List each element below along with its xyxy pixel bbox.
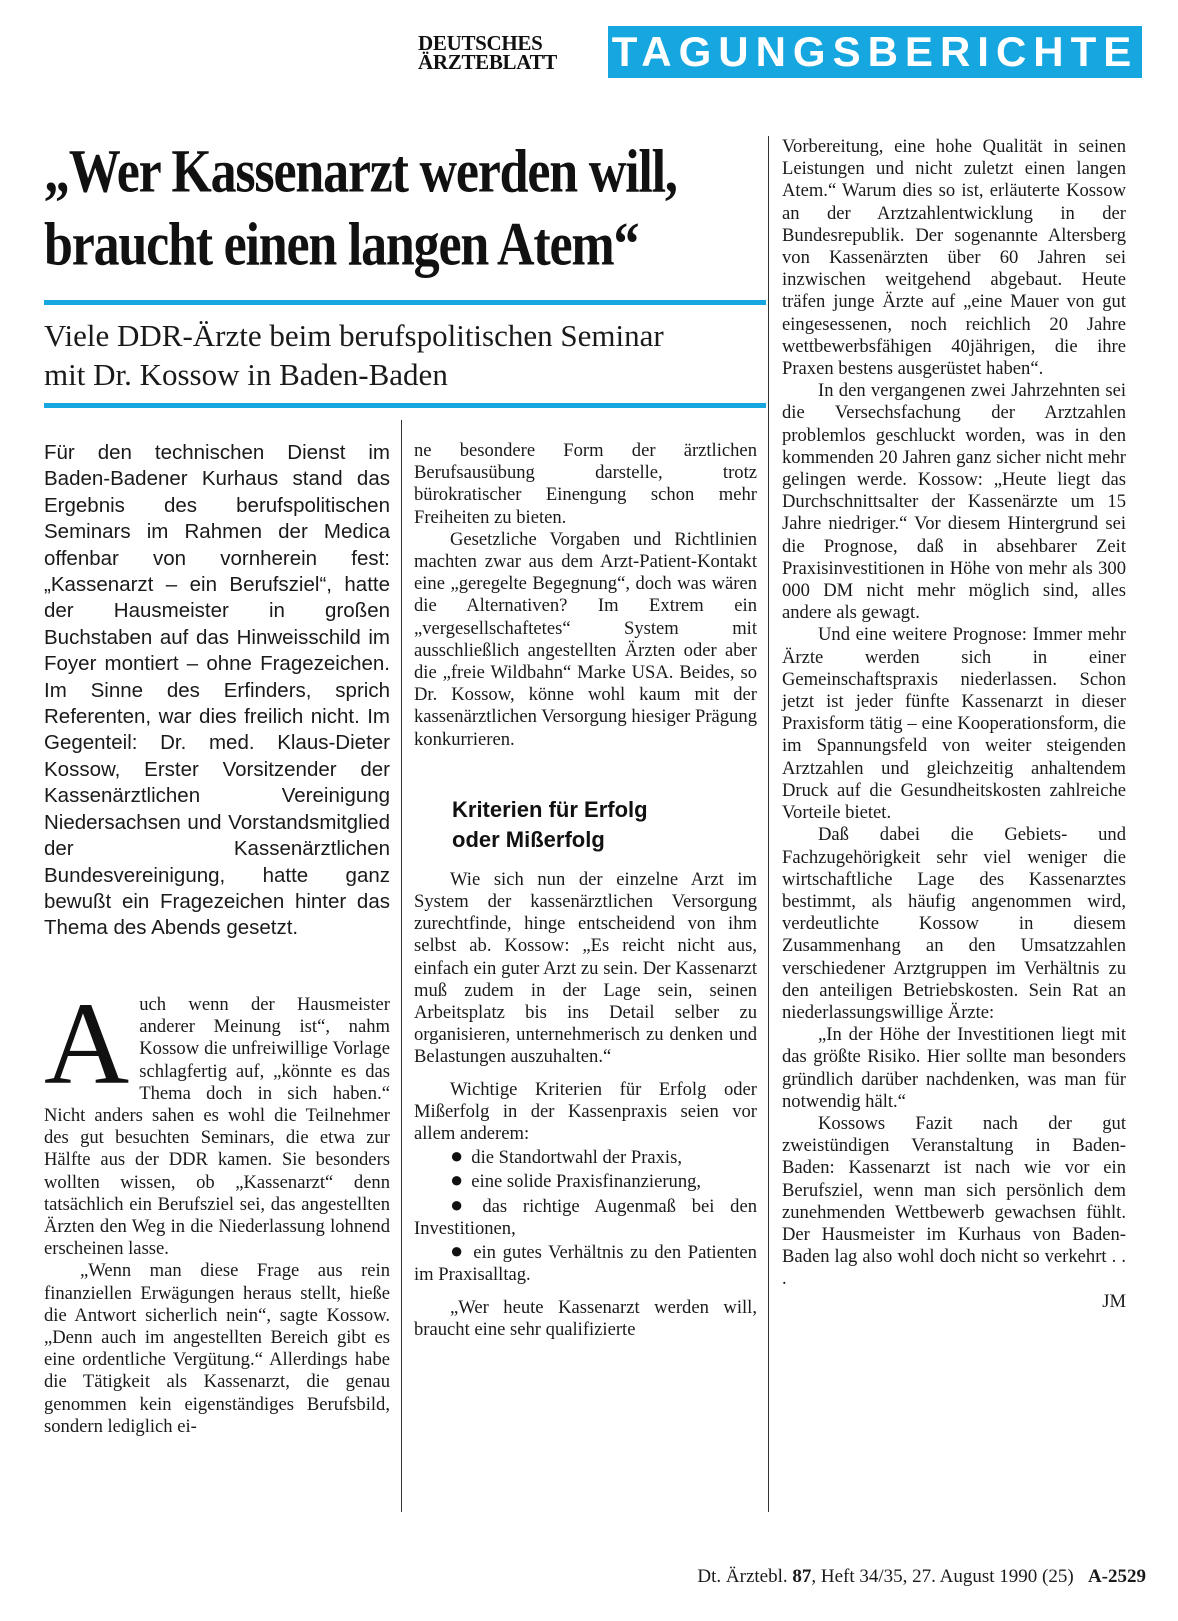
bullet-icon: ●: [450, 1238, 466, 1264]
paragraph: „Wenn man diese Frage aus rein finanziellen Erwägungen heraus stellt, hieße die Antwort sicherlich nein“, sagte Kossow. „Denn auch im angestellten Bereich gibt es eine ordentliche Vergütung.“ Allerdings habe die Tätigkeit als Kassenarzt, die genau genommen kein eigenständiges Berufsbild, sondern lediglich ei-: [44, 1260, 390, 1437]
bullet-icon: ●: [450, 1191, 475, 1217]
subheadline-line-2: mit Dr. Kossow in Baden-Baden: [44, 357, 448, 392]
bullet-item: [414, 1240, 757, 1286]
bullet-text: eine solide Praxisfinanzierung,: [471, 1171, 702, 1193]
paragraph: Daß dabei die Gebiets- und Fachzugehörigkeit sehr viel weniger die wirtschaftliche Lage des Kassenarztes bestimmt, als häufig angenommen wird, verdeutlichte Kossow in diesem Zusammenhang an den Umsatzzahlen verschiedener Arztgruppen im Verhältnis zu den anteiligen Betriebskosten. Sein Rat an niederlassungswillige Ärzte:: [782, 824, 1126, 1023]
paragraph: Wie sich nun der einzelne Arzt im System der kassenärztlichen Versorgung zurechtfinde, hinge entscheidend von ihm selbst ab. Kossow: „Es reicht nicht aus, einfach ein guter Arzt zu sein. Der Kassenarzt muß zudem in der Lage sein, seinen Arbeitsplatz bis ins Detail selber zu organisieren, unternehmerisch zu denken und Belastungen auszuhalten.“: [414, 868, 757, 1068]
bullet-item: [414, 1145, 757, 1169]
headline-divider-top: [44, 300, 766, 305]
subsection-heading: [452, 795, 757, 855]
bullet-icon: ●: [450, 1143, 464, 1169]
column-divider-1: [401, 420, 402, 1512]
drop-cap: A: [44, 978, 130, 1109]
column-1-body: [44, 978, 390, 1438]
bullet-text: das richtige Augenmaß bei den Investitionen,: [414, 1195, 757, 1239]
paragraph: [44, 978, 390, 1260]
subheadline-line-1: Viele DDR-Ärzte beim berufspolitischen Seminar: [44, 318, 664, 353]
bullet-item: [414, 1191, 757, 1240]
paragraph: Und eine weitere Prognose: Immer mehr Ärzte werden sich in einer Gemeinschaftspraxis niederlassen. Schon jetzt ist jeder fünfte Kassenarzt in dieser Praxisform tätig – eine Kooperationsform, die im Spannungsfeld von weiter steigenden Arztzahlen und gleichzeitig anhaltendem Druck auf die Gesundheitskosten zahlreiche Vorteile bietet.: [782, 624, 1126, 824]
paragraph: Vorbereitung, eine hohe Qualität in seinen Leistungen und nicht zuletzt einen langen Atem.“ Warum dies so ist, erläuterte Kossow an der Arztzahlentwicklung in der Bundesrepublik. Der sogenannte Altersberg von Kassenärzten über 60 Jahren sei inzwischen weitgehend abgebaut. Heute träfen junge Ärzte auf „eine Mauer von gut eingesessenen, noch reichlich 20 Jahre wettbewerbsfähigen 40jährigen, die ihre Praxen bestens ausgerüstet haben“.: [782, 136, 1126, 380]
bullet-text: ein gutes Verhältnis zu den Patienten im Praxisalltag.: [414, 1242, 757, 1286]
page-footer: [596, 1566, 1146, 1588]
paragraph: In den vergangenen zwei Jahrzehnten sei die Versechsfachung der Arztzahlen problemlos geschluckt worden, was in den kommenden 20 Jahren ganz sicher nicht mehr gelingen werde. Kossow: „Heute liegt das Durchschnittsalter der Kassenärzte um 15 Jahre niedriger.“ Vor diesem Hintergrund sei die Prognose, daß in absehbarer Zeit Praxisinvestitionen in Höhe von mehr als 300 000 DM nicht mehr möglich sind, alles andere als gewagt.: [782, 380, 1126, 624]
author-initials: JM: [1102, 1290, 1126, 1312]
section-label: TAGUNGSBERICHTE: [608, 26, 1142, 78]
paragraph: Gesetzliche Vorgaben und Richtlinien machten zwar aus dem Arzt-Patient-Kontakt eine „geregelte Begegnung“, doch was wären die Alternativen? Im Extrem ein „vergesellschaftetes“ System mit ausschließlich angestellten Ärzten oder aber die „freie Wildbahn“ Marke USA. Beides, so Dr. Kossow, könne wohl kaum mit der kassenärztlichen Versorgung hiesiger Prägung konkurrieren.: [414, 528, 757, 750]
headline-divider-bottom: [44, 403, 766, 408]
masthead-line-2: ÄRZTEBLATT: [418, 50, 557, 74]
footer-issue: , Heft 34/35, 27. August 1990 (25): [811, 1566, 1074, 1587]
paragraph: „Wer heute Kassenarzt werden will, braucht eine sehr qualifizierte: [414, 1296, 757, 1340]
paragraph-text: uch wenn der Hausmeister anderer Meinung ist“, nahm Kossow die unfreiwillige Vorlage schlagfertig auf, „könnte es das Thema doch in sich haben.“ Nicht anders sahen es wohl die Teilnehmer des gut besuchten Seminars, die etwa zur Hälfte aus der DDR kamen. Sie besonders wollten wissen, ob „Kassenarzt“ denn tatsächlich ein Berufsziel sei, das angestellten Ärzten den Weg in die Niederlassung lohnend erscheinen lasse.: [44, 994, 390, 1260]
footer-volume: 87: [792, 1566, 812, 1587]
journal-masthead: [418, 31, 586, 76]
paragraph: Wichtige Kriterien für Erfolg oder Mißerfolg in der Kassenpraxis seien vor allem anderem:: [414, 1078, 757, 1145]
subsection-heading-line-1: Kriterien für Erfolg: [452, 796, 648, 822]
headline-line-1: „Wer Kassenarzt werden will,: [44, 138, 677, 206]
masthead-line-1: DEUTSCHES: [418, 31, 543, 55]
paragraph: Kossows Fazit nach der gut zweistündigen Veranstaltung in Baden-Baden: Kassenarzt ist nach wie vor ein Berufsziel, wenn man sich persönlich dem zunehmenden Wettbewerb gewachsen fühlt. Der Hausmeister im Kurhaus von Baden-Baden lag also wohl doch nicht so verkehrt . . .: [782, 1112, 1126, 1290]
column-3-body: [782, 136, 1126, 1313]
quote-paragraph: „In der Höhe der Investitionen liegt mit das größte Risiko. Hier sollte man besonders gründlich darüber nachdenken, was man für notwendig hält.“: [782, 1024, 1126, 1112]
footer-journal: Dt. Ärztebl.: [697, 1566, 788, 1587]
column-divider-2: [768, 136, 769, 1512]
subheadline: [44, 316, 774, 394]
headline-line-2: braucht einen langen Atem“: [44, 211, 639, 279]
headline: [44, 136, 764, 282]
bullet-item: [414, 1169, 757, 1193]
bullet-text: die Standortwahl der Praxis,: [471, 1147, 682, 1169]
column-2-body: [414, 440, 757, 1341]
bullet-icon: ●: [450, 1167, 464, 1193]
subsection-heading-line-2: oder Mißerfolg: [452, 826, 605, 852]
paragraph: ne besondere Form der ärztlichen Berufsausübung darstelle, trotz bürokratischer Einengung schon mehr Freiheiten zu bieten.: [414, 440, 757, 528]
lede-paragraph: Für den technischen Dienst im Baden-Badener Kurhaus stand das Ergebnis des berufspolitischen Seminars im Rahmen der Medica offenbar von vornherein fest: „Kassenarzt – ein Berufsziel“, hatte der Hausmeister in großen Buchstaben auf das Hinweisschild im Foyer montiert – ohne Fragezeichen. Im Sinne des Erfinders, sprich Referenten, war dies freilich nicht. Im Gegenteil: Dr. med. Klaus-Dieter Kossow, Erster Vorsitzender der Kassenärztlichen Vereinigung Niedersachsen und Vorstandsmitglied der Kassenärztlichen Bundesvereinigung, hatte ganz bewußt ein Fragezeichen hinter das Thema des Abends gesetzt.: [44, 441, 390, 940]
footer-page-number: A-2529: [1087, 1566, 1146, 1587]
